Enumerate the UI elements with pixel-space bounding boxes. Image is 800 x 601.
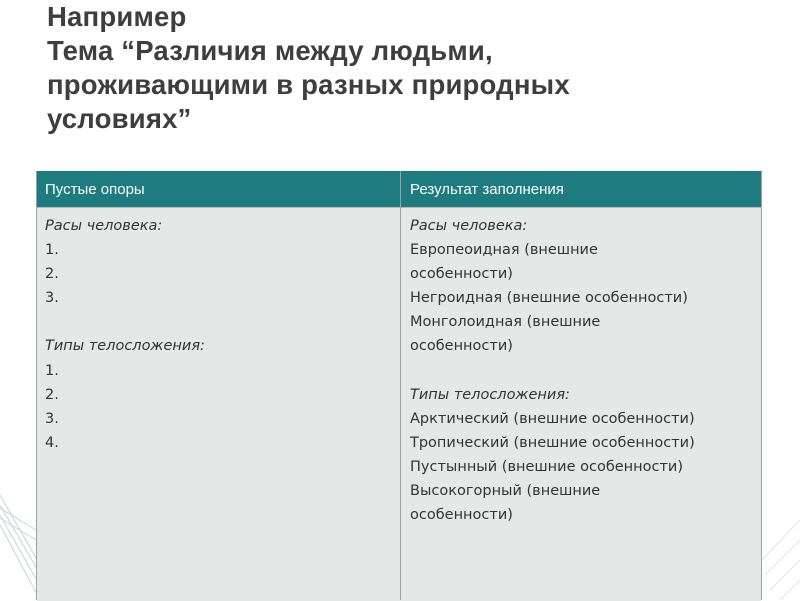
list-item: 2. — [45, 386, 59, 403]
body-types-heading: Типы телосложения: — [410, 386, 570, 403]
column-divider — [400, 171, 401, 600]
list-item: особенности) — [410, 266, 513, 283]
title-line: проживающими в разных природных — [47, 69, 570, 100]
title-line: Тема “Различия между людьми, — [47, 35, 493, 66]
slide-title — [47, 0, 747, 136]
list-item: Тропический (внешние особенности) — [410, 434, 695, 451]
title-line: Например — [47, 1, 187, 32]
list-item: Арктический (внешние особенности) — [410, 410, 695, 427]
races-heading: Расы человека: — [45, 218, 163, 234]
list-item: особенности) — [410, 507, 513, 524]
list-item: 3. — [45, 410, 59, 427]
table-header-row — [37, 171, 761, 207]
list-item: 2. — [45, 266, 59, 283]
right-cell — [410, 214, 695, 527]
list-item: Пустынный (внешние особенности) — [410, 458, 684, 475]
list-item: 4. — [45, 434, 59, 451]
list-item: Монголоидная (внешние — [410, 314, 601, 331]
list-item: Высокогорный (внешние — [410, 483, 601, 500]
list-item: Негроидная (внешние особенности) — [410, 290, 688, 307]
list-item: особенности) — [410, 338, 513, 355]
spacer — [45, 310, 205, 334]
list-item: 1. — [45, 242, 59, 259]
list-item: Европеоидная (внешние — [410, 242, 598, 259]
comparison-table — [36, 171, 762, 600]
left-cell — [45, 214, 205, 455]
list-item: 3. — [45, 290, 59, 307]
header-empty-supports: Пустые опоры — [45, 181, 145, 198]
spacer — [410, 359, 695, 383]
title-line: условиях” — [47, 103, 192, 134]
body-types-heading: Типы телосложения: — [45, 338, 205, 355]
list-item: 1. — [45, 362, 59, 379]
header-fill-result: Результат заполнения — [410, 181, 564, 198]
races-heading: Расы человека: — [410, 218, 528, 234]
table-body-row — [37, 207, 761, 601]
